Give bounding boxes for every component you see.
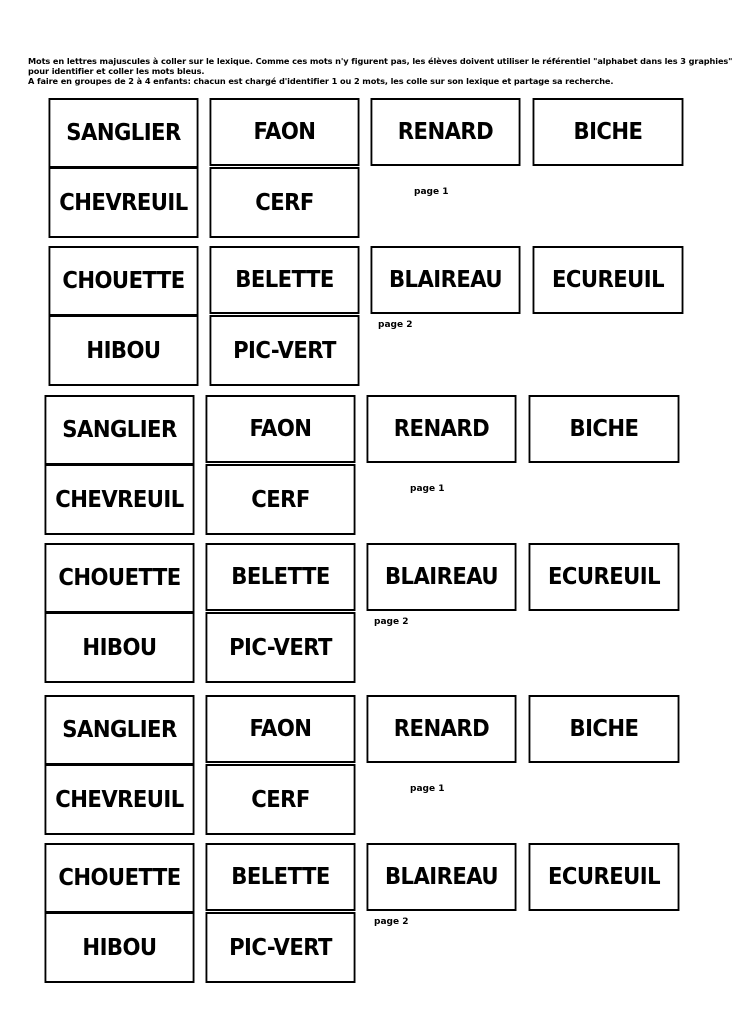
instruction-line: A faire en groupes de 2 à 4 enfants: chacun est chargé d'identifier 1 ou 2 mots, les colle sur son lexique et partage sa recherche. — [28, 76, 614, 86]
word-card-label: CERF — [251, 486, 310, 513]
word-card-label: BELETTE — [235, 267, 334, 293]
page-label: page 2 — [378, 320, 413, 330]
word-card — [533, 98, 684, 166]
word-card — [49, 98, 199, 168]
word-card — [206, 764, 356, 835]
word-card-label: HIBOU — [86, 337, 161, 364]
word-card-label: ECUREUIL — [547, 564, 661, 590]
word-card — [206, 395, 356, 463]
word-card-label: CHEVREUIL — [55, 786, 184, 813]
word-card — [206, 912, 356, 983]
word-card-label: CERF — [255, 189, 314, 216]
word-card — [49, 315, 199, 386]
word-card-label: BICHE — [569, 416, 639, 442]
page-label: page 1 — [414, 187, 449, 197]
word-card-label: RENARD — [397, 119, 494, 145]
word-card — [367, 843, 517, 911]
word-card-label: BICHE — [573, 119, 643, 145]
word-card — [367, 543, 517, 611]
word-card-label: BELETTE — [231, 564, 330, 590]
word-card-label: SANGLIER — [66, 120, 181, 146]
word-card-block — [38, 543, 698, 683]
word-card-label: ECUREUIL — [551, 267, 665, 293]
word-card-label: SANGLIER — [62, 417, 177, 443]
instructions — [28, 56, 733, 86]
word-card — [49, 246, 199, 316]
word-card — [45, 912, 195, 983]
word-card-label: CHOUETTE — [62, 268, 185, 294]
word-card-block — [38, 695, 698, 835]
word-card — [45, 395, 195, 465]
word-card — [371, 246, 521, 314]
word-card-label: CERF — [251, 786, 310, 813]
word-card — [206, 612, 356, 683]
word-card — [210, 98, 360, 166]
word-card-label: RENARD — [393, 716, 490, 742]
word-card-label: HIBOU — [82, 634, 157, 661]
word-card — [367, 395, 517, 463]
word-card-label: BLAIREAU — [384, 564, 499, 590]
word-card — [45, 764, 195, 835]
word-card — [45, 612, 195, 683]
word-card — [210, 315, 360, 386]
word-card — [533, 246, 684, 314]
instruction-line: pour identifier et coller les mots bleus. — [28, 66, 205, 76]
word-card-label: CHOUETTE — [58, 865, 181, 891]
word-card-block — [38, 843, 698, 983]
word-card-label: ECUREUIL — [547, 864, 661, 890]
word-card-block — [42, 246, 702, 386]
word-card-label: RENARD — [393, 416, 490, 442]
word-card — [45, 543, 195, 613]
word-card — [45, 695, 195, 765]
word-card-label: BLAIREAU — [384, 864, 499, 890]
word-card-label: CHEVREUIL — [59, 189, 188, 216]
word-card-label: CHOUETTE — [58, 565, 181, 591]
word-card-block — [42, 98, 702, 238]
word-card-label: FAON — [249, 716, 312, 742]
word-card-label: HIBOU — [82, 934, 157, 961]
page-label: page 2 — [374, 917, 409, 927]
word-card-label: SANGLIER — [62, 717, 177, 743]
page-label: page 1 — [410, 484, 445, 494]
word-card-label: BELETTE — [231, 864, 330, 890]
word-card — [529, 695, 680, 763]
word-card — [49, 167, 199, 238]
word-card — [529, 543, 680, 611]
word-card — [206, 695, 356, 763]
word-card-label: FAON — [253, 119, 316, 145]
page-label: page 1 — [410, 784, 445, 794]
word-card — [367, 695, 517, 763]
page-label: page 2 — [374, 617, 409, 627]
word-card — [45, 843, 195, 913]
word-card — [371, 98, 521, 166]
word-card — [529, 843, 680, 911]
word-card-label: PIC-VERT — [233, 337, 336, 364]
word-card-label: BLAIREAU — [388, 267, 503, 293]
word-card — [206, 843, 356, 911]
word-card-label: FAON — [249, 416, 312, 442]
word-card — [210, 246, 360, 314]
word-card-label: CHEVREUIL — [55, 486, 184, 513]
instruction-line: Mots en lettres majuscules à coller sur le lexique. Comme ces mots n'y figurent pas, les élèves doivent utiliser le référentiel "alphabet dans les 3 graphies" — [28, 56, 733, 66]
word-card — [206, 543, 356, 611]
word-card-label: PIC-VERT — [229, 634, 332, 661]
word-card-label: PIC-VERT — [229, 934, 332, 961]
word-card — [206, 464, 356, 535]
word-card — [45, 464, 195, 535]
word-card — [529, 395, 680, 463]
word-card-block — [38, 395, 698, 535]
word-card — [210, 167, 360, 238]
word-card-label: BICHE — [569, 716, 639, 742]
